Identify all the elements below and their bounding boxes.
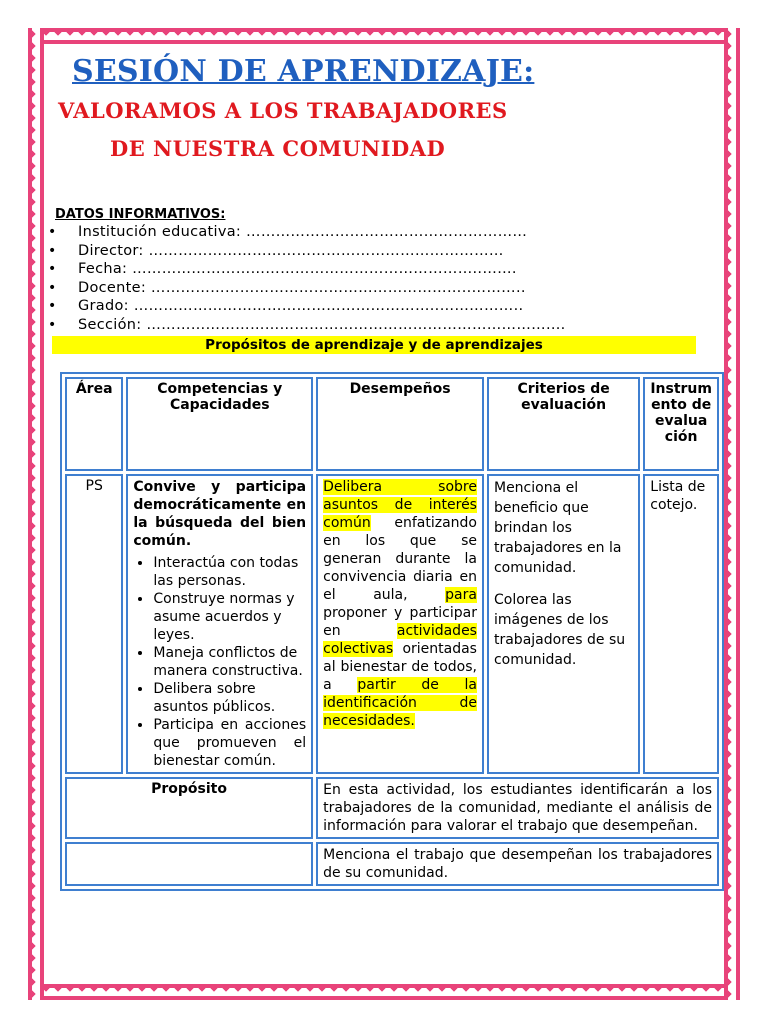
purposes-banner: Propósitos de aprendizaje y de aprendizajes (52, 336, 696, 354)
zigzag-decoration (728, 28, 736, 1000)
header-criterios: Criterios de evaluación (487, 377, 640, 471)
datos-item-seccion: • Sección: ……………………………………………………………………….... (48, 317, 708, 336)
zigzag-decoration (32, 28, 40, 1000)
table-row (65, 842, 719, 886)
session-subtitle-line2: DE NUESTRA COMUNIDAD (110, 136, 446, 161)
capacidades-list (133, 554, 306, 770)
zigzag-decoration (28, 988, 740, 996)
datos-heading: DATOS INFORMATIVOS: (55, 207, 226, 222)
datos-item-director: • Director: ……………………………………………………………… (48, 243, 708, 262)
proposito-label: Propósito (65, 777, 313, 839)
cell-criterios (487, 474, 640, 774)
datos-item-institucion: • Institución educativa: ………………………………………………… (48, 224, 708, 243)
datos-item-fecha: • Fecha: ……………………………………………………………..……. (48, 261, 708, 280)
table-header-row (65, 377, 719, 471)
empty-cell (65, 842, 313, 886)
competencia-title: Convive y participa democráticamente en la búsqueda del bien común. (133, 479, 307, 549)
list-item: • Participa en acciones que promueven el bienestar común. (153, 716, 306, 770)
table-row (65, 474, 719, 774)
proposito-text: En esta actividad, los estudiantes identificarán a los trabajadores de la comunidad, mediante el análisis de información para valorar el trabajo que desempeñan. (316, 777, 719, 839)
highlighted-text: Delibera sobre asuntos de interés común (323, 479, 477, 531)
highlighted-text: actividades colectivas (323, 623, 477, 657)
datos-list (48, 224, 708, 335)
highlighted-text: partir de la identificación de necesidades. (323, 677, 477, 729)
header-instrumento: Instrum ento de evalua ción (643, 377, 719, 471)
page-title: SESIÓN DE APRENDIZAJE: (72, 54, 535, 89)
criterio-item: Colorea las imágenes de los trabajadores de su comunidad. (493, 592, 626, 668)
document-page (44, 44, 724, 984)
border-top (28, 28, 740, 44)
border-bottom (28, 984, 740, 1000)
session-subtitle-line1: VALORAMOS A LOS TRABAJADORES (58, 98, 508, 123)
learning-table (60, 372, 724, 891)
header-area: Área (65, 377, 123, 471)
desempeno-text: enfatizando en los que se generan durante la convivencia diaria en el aula, (323, 515, 477, 603)
last-row-text: Menciona el trabajo que desempeñan los trabajadores de su comunidad. (316, 842, 719, 886)
datos-item-docente: • Docente: ………………………………………………………..……….. (48, 280, 708, 299)
border-right (724, 28, 740, 1000)
desempeno-text: proponer y participar en (323, 605, 477, 639)
proposito-row (65, 777, 719, 839)
highlighted-text: para (445, 587, 477, 603)
desempeno-text: orientadas al bienestar de todos, a (323, 641, 477, 693)
list-item: • Construye normas y asume acuerdos y leyes. (153, 590, 306, 644)
header-desempenos: Desempeños (316, 377, 484, 471)
list-item: • Interactúa con todas las personas. (153, 554, 306, 590)
zigzag-decoration (28, 32, 740, 40)
list-item: • Delibera sobre asuntos públicos. (153, 680, 306, 716)
border-left (28, 28, 44, 1000)
criterio-item: Menciona el beneficio que brindan los trabajadores en la comunidad. (493, 480, 622, 576)
cell-competencias (126, 474, 313, 774)
header-competencias: Competencias y Capacidades (126, 377, 313, 471)
cell-area: PS (65, 474, 123, 774)
cell-desempeno (316, 474, 484, 774)
cell-instrumento: Lista de cotejo. (643, 474, 719, 774)
datos-item-grado: • Grado: ……………………………………………………..…………….. (48, 298, 708, 317)
list-item: • Maneja conflictos de manera constructiva. (153, 644, 306, 680)
